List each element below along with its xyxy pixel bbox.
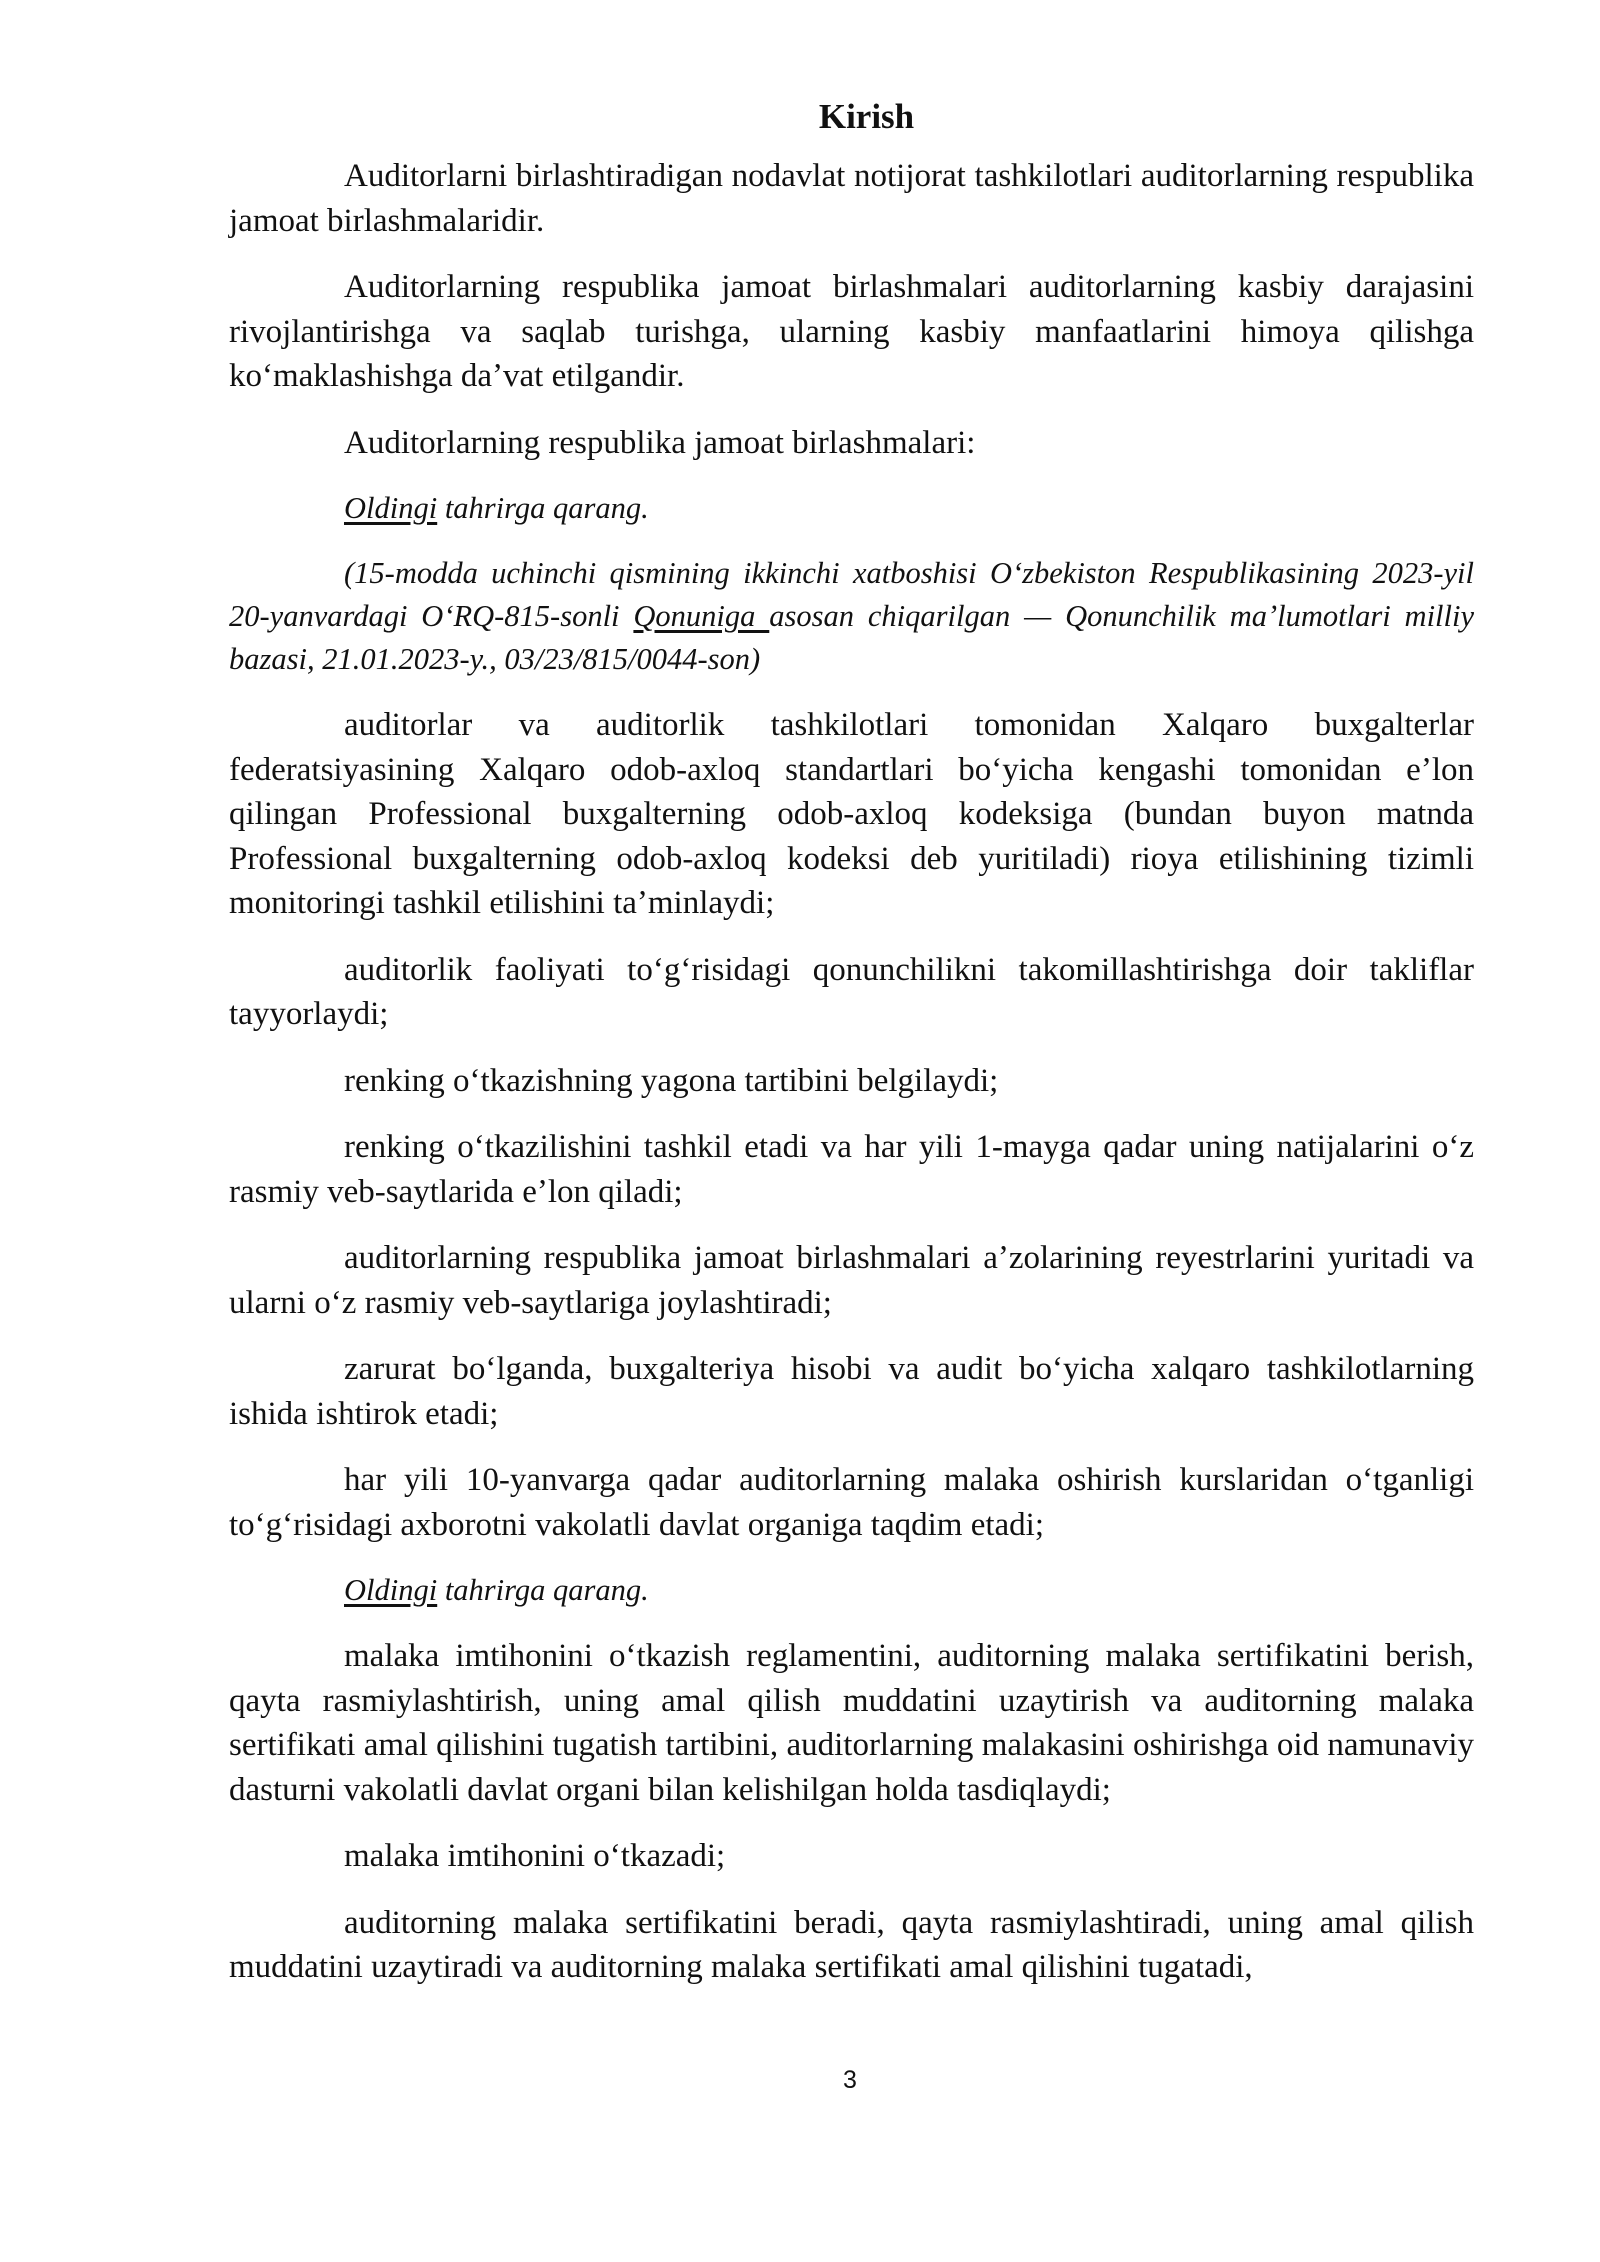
amendment-note-source: asosan chiqarilgan — Qonunchilik maʼlumotlari milliy bazasi, 21.01.2023-y., 03/23/815/0044-son) <box>229 599 1474 676</box>
page-title: Kirish <box>818 97 915 136</box>
page-number: 3 <box>843 2066 857 2094</box>
paragraph-intro-1: Auditorlarni birlashtiradigan nodavlat notijorat tashkilotlari auditorlarning respublika jamoat birlashmalaridir. <box>229 158 1474 239</box>
paragraph-intro-3: Auditorlarning respublika jamoat birlashmalari: <box>344 424 976 461</box>
list-item: auditorning malaka sertifikatini beradi, qayta rasmiylashtiradi, uning amal qilish muddatini uzaytiradi va auditorning malaka sertifikati amal qilishini tugatadi, <box>229 1904 1474 1985</box>
revision-note <box>229 1569 1474 1612</box>
previous-revision-link[interactable]: Oldingi <box>344 491 438 525</box>
list-item: har yili 10-yanvarga qadar auditorlarning malaka oshirish kurslaridan oʻtganligi toʻgʻrisidagi axborotni vakolatli davlat organiga taqdim etadi; <box>229 1462 1474 1543</box>
list-item: malaka imtihonini oʻtkazadi; <box>344 1838 726 1874</box>
paragraph-intro-2: Auditorlarning respublika jamoat birlashmalari auditorlarning kasbiy darajasini rivojlantirishga va saqlab turishga, ularning kasbiy manfaatlarini himoya qilishga koʻmaklashishga daʼvat etilgandir. <box>229 269 1474 394</box>
revision-note-text: tahrirga qarang. <box>437 1573 649 1607</box>
amendment-note-text: (15-modda uchinchi qismining ikkinchi xatboshisi Oʻzbekiston Respublikasining 2023-yil 20-yanvardagi OʻRQ-815-sonli <box>229 556 1474 633</box>
list-item: malaka imtihonini oʻtkazish reglamentini, auditorning malaka sertifikatini berish, qayta rasmiylashtirish, uning amal qilish muddatini uzaytirish va auditorning malaka sertifikati amal qilishini tugatish tartibini, auditorlarning malakasini oshirishga oid namunaviy dasturni vakolatli davlat organi bilan kelishilgan holda tasdiqlaydi; <box>229 1638 1474 1808</box>
list-item: auditorlarning respublika jamoat birlashmalari aʼzolarining reyestrlarini yuritadi va ularni oʻz rasmiy veb-saytlariga joylashtiradi; <box>229 1240 1474 1321</box>
revision-note <box>229 487 1474 530</box>
list-item: renking oʻtkazishning yagona tartibini belgilaydi; <box>344 1062 999 1099</box>
list-item: auditorlik faoliyati toʻgʻrisidagi qonunchilikni takomillashtirishga doir takliflar tayyorlaydi; <box>229 951 1474 1032</box>
list-item: zarurat boʻlganda, buxgalteriya hisobi va audit boʻyicha xalqaro tashkilotlarning ishida ishtirok etadi; <box>229 1351 1474 1432</box>
law-link[interactable]: Qonuniga <box>633 599 770 633</box>
amendment-note <box>229 552 1474 681</box>
previous-revision-link[interactable]: Oldingi <box>344 1573 438 1607</box>
list-item: auditorlar va auditorlik tashkilotlari tomonidan Xalqaro buxgalterlar federatsiyasining Xalqaro odob-axloq standartlari boʻyicha kengashi tomonidan eʼlon qilingan Professional buxgalterning odob-axloq kodeksiga (bundan buyon matnda Professional buxgalterning odob-axloq kodeksi deb yuritiladi) rioya etilishining tizimli monitoringi tashkil etilishini taʼminlaydi; <box>229 707 1474 921</box>
document-page <box>229 95 1474 2012</box>
revision-note-text: tahrirga qarang. <box>437 491 649 525</box>
list-item: renking oʻtkazilishini tashkil etadi va har yili 1-mayga qadar uning natijalarini oʻz rasmiy veb-saytlarida eʼlon qiladi; <box>229 1129 1474 1210</box>
